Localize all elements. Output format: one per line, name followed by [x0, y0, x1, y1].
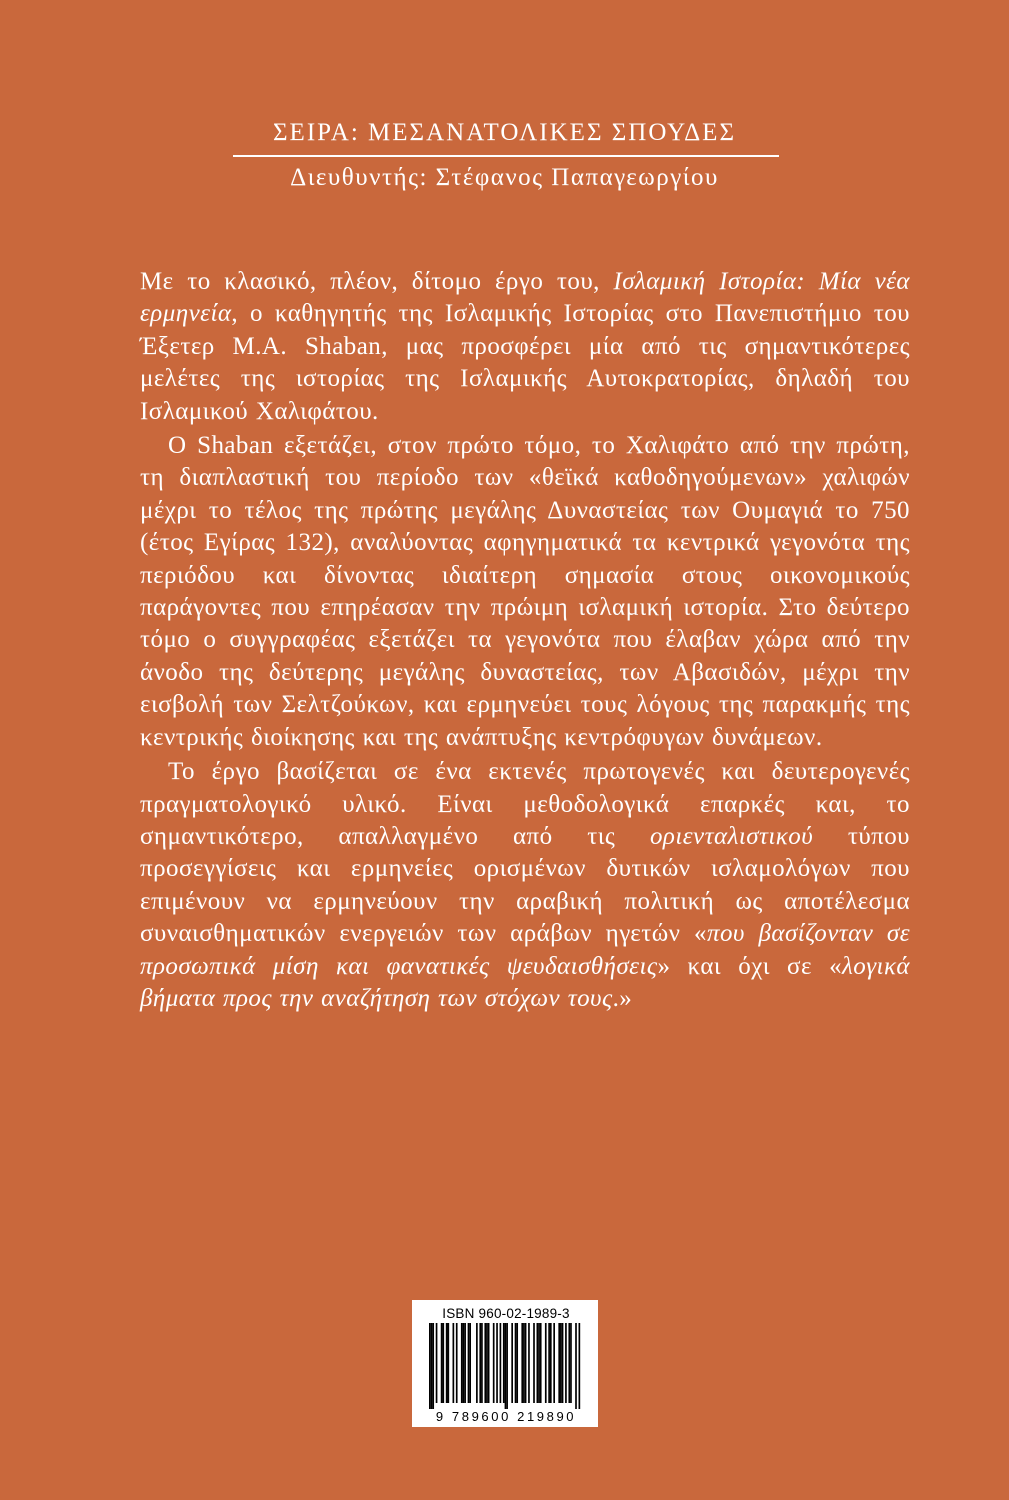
- blurb-p1-text-2: , ο καθηγητής της Ισλαμικής Ιστορίας στο Πανεπιστήμιο του Έξετερ M.A. Shaban, μας προσφέρει μία από τις σημαντικότερες μελέτες της ιστορίας της Ισλαμικής Αυτοκρατορίας, δηλαδή του Ισλαμικού Χαλιφάτου.: [140, 300, 910, 425]
- barcode-bar: [496, 1323, 498, 1403]
- barcode-bar: [540, 1323, 542, 1403]
- barcode-bar: [575, 1323, 577, 1409]
- blurb-p3-text-4: .»: [612, 984, 633, 1012]
- blurb-p3-text-1: Το έργο βασίζεται σε ένα εκτενές πρωτογενές και δευτερογενές πραγματολογικό υλικό. Είναι μεθοδολογικά επαρκές και, το σημαντικότερο, απαλλαγμένο από τις: [140, 758, 910, 850]
- barcode-bar: [463, 1323, 465, 1403]
- barcode-bar: [570, 1323, 572, 1403]
- barcode-bar: [447, 1323, 449, 1403]
- series-divider: [233, 155, 779, 157]
- barcode-bar: [537, 1323, 539, 1403]
- back-cover-blurb: [140, 266, 910, 1017]
- barcode-bar: [538, 1323, 540, 1403]
- barcode-bar: [579, 1323, 581, 1409]
- barcode-bar: [525, 1323, 527, 1403]
- barcode-bar: [468, 1323, 470, 1403]
- barcode-bar: [533, 1323, 535, 1403]
- blurb-p3-text-3: » και όχι σε «: [657, 952, 843, 980]
- blurb-paragraph-1: [140, 266, 910, 428]
- barcode-bar: [545, 1323, 547, 1403]
- barcode-bars: [413, 1323, 599, 1411]
- barcode-bar: [500, 1323, 502, 1403]
- barcode-bar: [469, 1323, 471, 1403]
- barcode-bar: [565, 1323, 567, 1403]
- series-director: Διευθυντής: Στέφανος Παπαγεωργίου: [290, 164, 719, 191]
- barcode-bar: [442, 1323, 444, 1403]
- blurb-paragraph-2: Ο Shaban εξετάζει, στον πρώτο τόμο, το Χαλιφάτο από την πρώτη, τη διαπλαστική του περίοδο των «θεϊκά καθοδηγούμενων» χαλιφών μέχρι το τέλος της πρώτης μεγάλης Δυναστείας των Ουμαγιά το 750 (έτος Εγίρας 132), αναλύοντας αφηγηματικά τα κεντρικά γεγονότα της περιόδου και δίνοντας ιδιαίτερη σημασία στους οικονομικούς παράγοντες που επηρέασαν την πρώιμη ισλαμική ιστορία. Στο δεύτερο τόμο ο συγγραφέας εξετάζει τα γεγονότα που έλαβαν χώρα από την άνοδο της δεύτερης μεγάλης δυναστείας, των Αβασιδών, μέχρι την εισβολή των Σελτζούκων, και ερμηνεύει τους λόγους της παρακμής της κεντρικής διοίκησης και της ανάπτυξης κεντρόφυγων δυνάμεων.: [140, 432, 910, 751]
- barcode-bar: [503, 1323, 505, 1403]
- barcode-bar: [456, 1323, 458, 1403]
- barcode-bar: [560, 1323, 562, 1403]
- blurb-p3-italic-1: οριενταλιστικού: [649, 822, 814, 850]
- barcode-digits: 9 789600 219890: [435, 1409, 577, 1424]
- blurb-paragraph-3: [140, 756, 910, 1015]
- barcode-bar: [486, 1323, 488, 1403]
- blurb-p3-text-2: τύπου προσεγγίσεις και ερμηνείες ορισμένων δυτικών ισλαμολόγων που επιμένουν να ερμηνεύουν την αραβική πολιτική ως αποτέλεσμα συναισθηματικών ενεργειών των αράβων ηγετών «: [140, 822, 910, 948]
- barcode-bar: [562, 1323, 564, 1403]
- barcode-bar: [481, 1323, 483, 1403]
- barcode-bar: [488, 1323, 490, 1403]
- barcode-bar: [432, 1323, 434, 1409]
- series-title: ΣΕΙΡΑ: ΜΕΣΑΝΑΤΟΛΙΚΕΣ ΣΠΟΥΔΕΣ: [273, 119, 736, 146]
- barcode-bar: [515, 1323, 517, 1403]
- barcode-bar: [493, 1323, 495, 1403]
- barcode-bar: [436, 1323, 438, 1403]
- blurb-p1-text-1: Με το κλασικό, πλέον, δίτομο έργο του,: [140, 268, 614, 295]
- barcode-bar: [506, 1323, 508, 1409]
- barcode-bar: [558, 1323, 560, 1403]
- barcode-bar: [453, 1323, 455, 1403]
- barcode-bar: [446, 1323, 448, 1403]
- barcode-bar: [476, 1323, 478, 1403]
- blurb-p3-italic-3: λογικά βήματα προς την αναζήτηση των στόχων τους: [140, 952, 910, 1012]
- isbn-label: ISBN 960-02-1989-3: [442, 1306, 570, 1321]
- barcode-bar: [484, 1323, 486, 1403]
- barcode-bar: [505, 1323, 507, 1409]
- barcode-bar: [550, 1323, 552, 1403]
- barcode-bar: [523, 1323, 525, 1403]
- barcode-bar: [479, 1323, 481, 1403]
- barcode-bar: [431, 1323, 433, 1409]
- barcode-bar: [461, 1323, 463, 1403]
- barcode-bar: [548, 1323, 550, 1403]
- barcode-bar: [553, 1323, 555, 1403]
- barcode-bar: [528, 1323, 530, 1403]
- book-title-italic: Ισλαμική Ιστορία: Μία νέα ερμηνεία: [140, 268, 910, 328]
- barcode-bar: [441, 1323, 443, 1403]
- barcode-bar: [568, 1323, 570, 1403]
- blurb-p3-italic-2: που βασίζονταν σε προσωπικά μίση και φανατικές ψευδαισθήσεις: [140, 920, 911, 980]
- isbn-barcode: [412, 1300, 598, 1427]
- barcode-bar: [464, 1323, 466, 1403]
- barcode-bar: [521, 1323, 523, 1403]
- barcode-bar: [511, 1323, 513, 1403]
- barcode-bar: [516, 1323, 518, 1403]
- barcode-bar: [429, 1323, 431, 1409]
